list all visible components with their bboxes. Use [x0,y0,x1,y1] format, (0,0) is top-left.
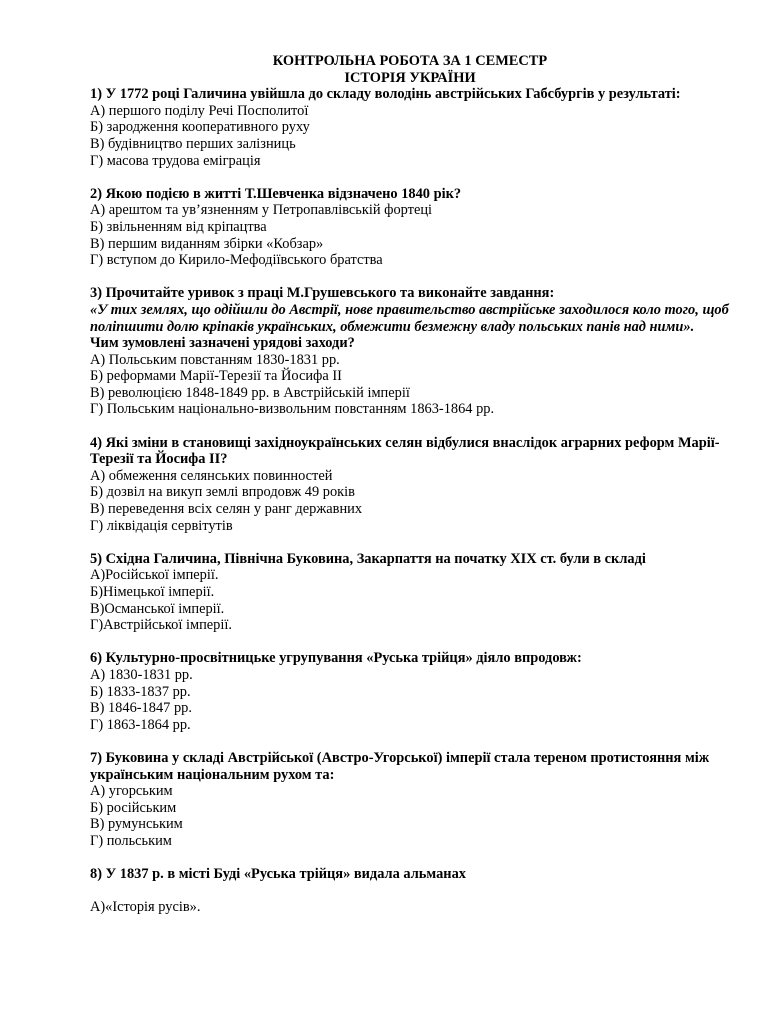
answer-options [90,783,730,849]
answer-option: А) Польським повстанням 1830-1831 рр. [90,351,340,368]
document-subtitle: ІСТОРІЯ УКРАЇНИ [344,69,476,86]
answer-option: В) революцією 1848-1849 рр. в Австрійській імперії [90,384,410,401]
answer-options [90,567,730,633]
answer-option: Г) вступом до Кирило-Мефодіївського братства [90,252,383,269]
answer-option: Б) російським [90,799,177,816]
answer-option: Г) масова трудова еміграція [90,152,261,169]
answer-option: А)«Історія русів». [90,899,201,916]
answer-option: Г) Польським національно-визвольним повстанням 1863-1864 рр. [90,401,495,418]
answer-option: Г) ліквідація сервітутів [90,517,233,534]
answer-option: Г) 1863-1864 рр. [90,716,191,733]
answer-option: Б) 1833-1837 рр. [90,683,191,700]
question-text: 8) У 1837 р. в місті Буді «Руська трійця» видала альманах [90,866,466,883]
answer-option: Б) дозвіл на викуп землі впродовж 49 років [90,484,355,501]
document-title: КОНТРОЛЬНА РОБОТА ЗА 1 СЕМЕСТР [272,53,548,69]
answer-option: Б) звільненням від кріпацтва [90,218,267,235]
question-3 [90,285,730,418]
answer-options [90,667,730,733]
question-text: 3) Прочитайте уривок з праці М.Грушевського та виконайте завдання: [90,285,555,302]
question-2 [90,186,730,269]
answer-options [90,103,730,169]
test-document [90,53,730,932]
answer-option: В) першим виданням збірки «Кобзар» [90,235,324,252]
answer-option: Б) реформами Марії-Терезії та Йосифа ІІ [90,368,342,385]
question-7 [90,750,730,850]
question-text: 4) Які зміни в становищі західноукраїнських селян відбулися внаслідок аграрних реформ Марії-Терезії та Йосифа ІІ? [90,434,720,468]
answer-option: В) переведення всіх селян у ранг державних [90,501,363,518]
answer-option: В)Османської імперії. [90,600,225,617]
answer-option: А) обмеження селянських повинностей [90,467,333,484]
question-8 [90,866,730,916]
answer-option: А)Російської імперії. [90,567,219,584]
source-quote: «У тих землях, що одійшли до Австрії, нове правительство австрійське заходилося коло того, щоб поліпшити долю кріпаків українських, обмежити безмежну владу польських панів над ними». [90,301,729,335]
answer-option: В) 1846-1847 рр. [90,700,192,717]
answer-option: А) 1830-1831 рр. [90,666,193,683]
answer-option: Г) польським [90,832,172,849]
answer-option: В) румунським [90,816,183,833]
question-subtext: Чим зумовлені зазначені урядові заходи? [90,335,355,352]
question-text: 6) Культурно-просвітницьке угрупування «Руська трійця» діяло впродовж: [90,650,582,667]
answer-option: В) будівництво перших залізниць [90,135,296,152]
answer-options [90,899,730,916]
answer-option: А) угорським [90,783,173,800]
question-text: 5) Східна Галичина, Північна Буковина, Закарпаття на початку XIX ст. були в складі [90,550,646,567]
question-text: 1) У 1772 році Галичина увійшла до складу володінь австрійських Габсбургів у результаті: [90,86,681,103]
question-5 [90,551,730,634]
answer-option: А) першого поділу Речі Посполитої [90,102,309,119]
answer-option: Б)Німецької імперії. [90,584,215,600]
question-text: 2) Якою подією в житті Т.Шевченка відзначено 1840 рік? [90,185,462,202]
answer-options [90,352,730,418]
spacer [90,883,730,900]
question-4 [90,435,730,535]
answer-options [90,468,730,534]
answer-option: Г)Австрійської імперії. [90,617,232,634]
answer-options [90,202,730,268]
question-1 [90,86,730,169]
question-6 [90,650,730,733]
answer-option: Б) зародження кооперативного руху [90,119,310,136]
answer-option: А) арештом та ув’язненням у Петропавлівській фортеці [90,202,433,219]
question-text: 7) Буковина у складі Австрійської (Австро-Угорської) імперії стала тереном протистояння між українським національним рухом та: [90,749,710,783]
